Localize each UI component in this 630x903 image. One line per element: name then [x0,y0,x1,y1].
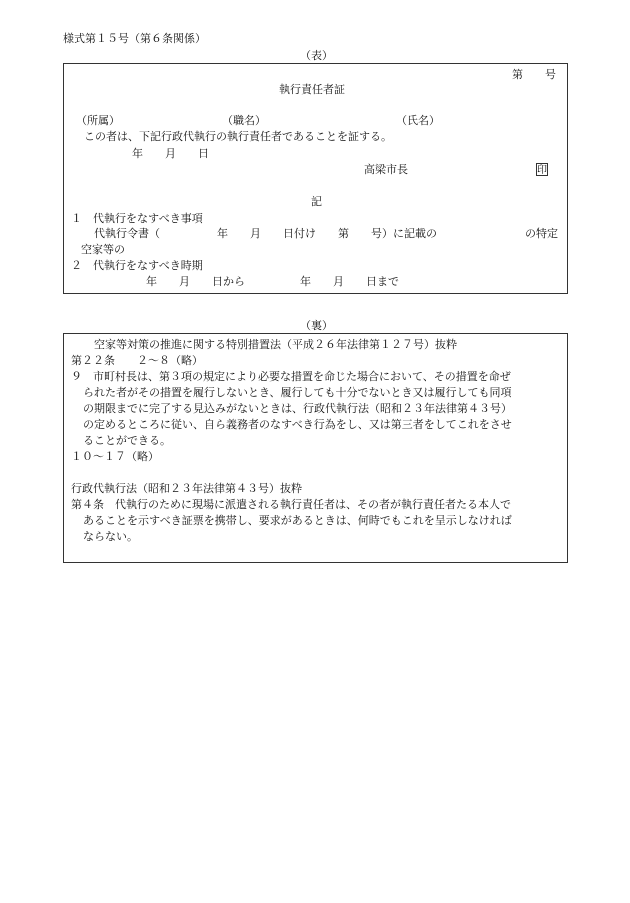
item1-line1-a: 代執行令書（ [94,227,160,240]
back-heading: （裏） [300,319,333,332]
item2-label: ２ 代執行をなすべき時期 [71,259,203,272]
front-heading: （表） [300,49,333,62]
position-label: （職名） [222,114,266,127]
item1-line1-c: の特定 [525,227,558,240]
article22: 第２２条 ２～８（略） [71,354,203,367]
certify-text: この者は、下記行政代執行の執行責任者であることを証する。 [84,130,392,143]
item1-label: １ 代執行をなすべき事項 [71,212,203,225]
law1-title: 空家等対策の推進に関する特別措置法（平成２６年法律第１２７号）抜粋 [94,338,457,351]
para9-line5: ることができる。 [83,434,171,447]
para9-line3: の期限までに完了する見込みがないときは、行政代執行法（昭和２３年法律第４３号） [83,402,512,415]
front-card [63,63,568,294]
back-card [63,333,568,563]
article4-line3: ならない。 [83,530,138,543]
name-label: （氏名） [396,114,440,127]
article4-line2: あることを示すべき証票を携帯し、要求があるときは、何時でもこれを呈示しなければ [83,514,512,527]
item1-line1-b: 年 月 日付け 第 号）に記載の [217,227,437,240]
form-label: 様式第１５号（第６条関係） [63,32,206,45]
law2-title: 行政代執行法（昭和２３年法律第４３号）抜粋 [71,482,302,495]
item1-line2: 空家等の [81,243,125,256]
ki-label: 記 [311,195,322,208]
para9-line1: ９ 市町村長は、第３項の規定により必要な措置を命じた場合において、その措置を命ぜ [71,370,511,383]
seal-mark: 印 [537,165,547,176]
para9-line4: の定めるところに従い、自ら義務者のなすべき行為をし、又は第三者をしてこれをさせ [83,418,512,431]
para9-line2: られた者がその措置を履行しないとき、履行しても十分でないとき又は履行しても同項 [83,386,512,399]
item2-period: 年 月 日から 年 月 日まで [146,275,399,288]
article4-line1: 第４条 代執行のために現場に派遣される執行責任者は、その者が執行責任者たる本人で [71,498,511,511]
certificate-number: 第 号 [512,68,556,81]
issuer: 高梁市長 [364,163,408,176]
certificate-title: 執行責任者証 [279,83,345,96]
para10-17: １０～１７（略） [71,450,159,463]
affiliation-label: （所属） [76,114,120,127]
issue-date: 年 月 日 [132,147,209,160]
